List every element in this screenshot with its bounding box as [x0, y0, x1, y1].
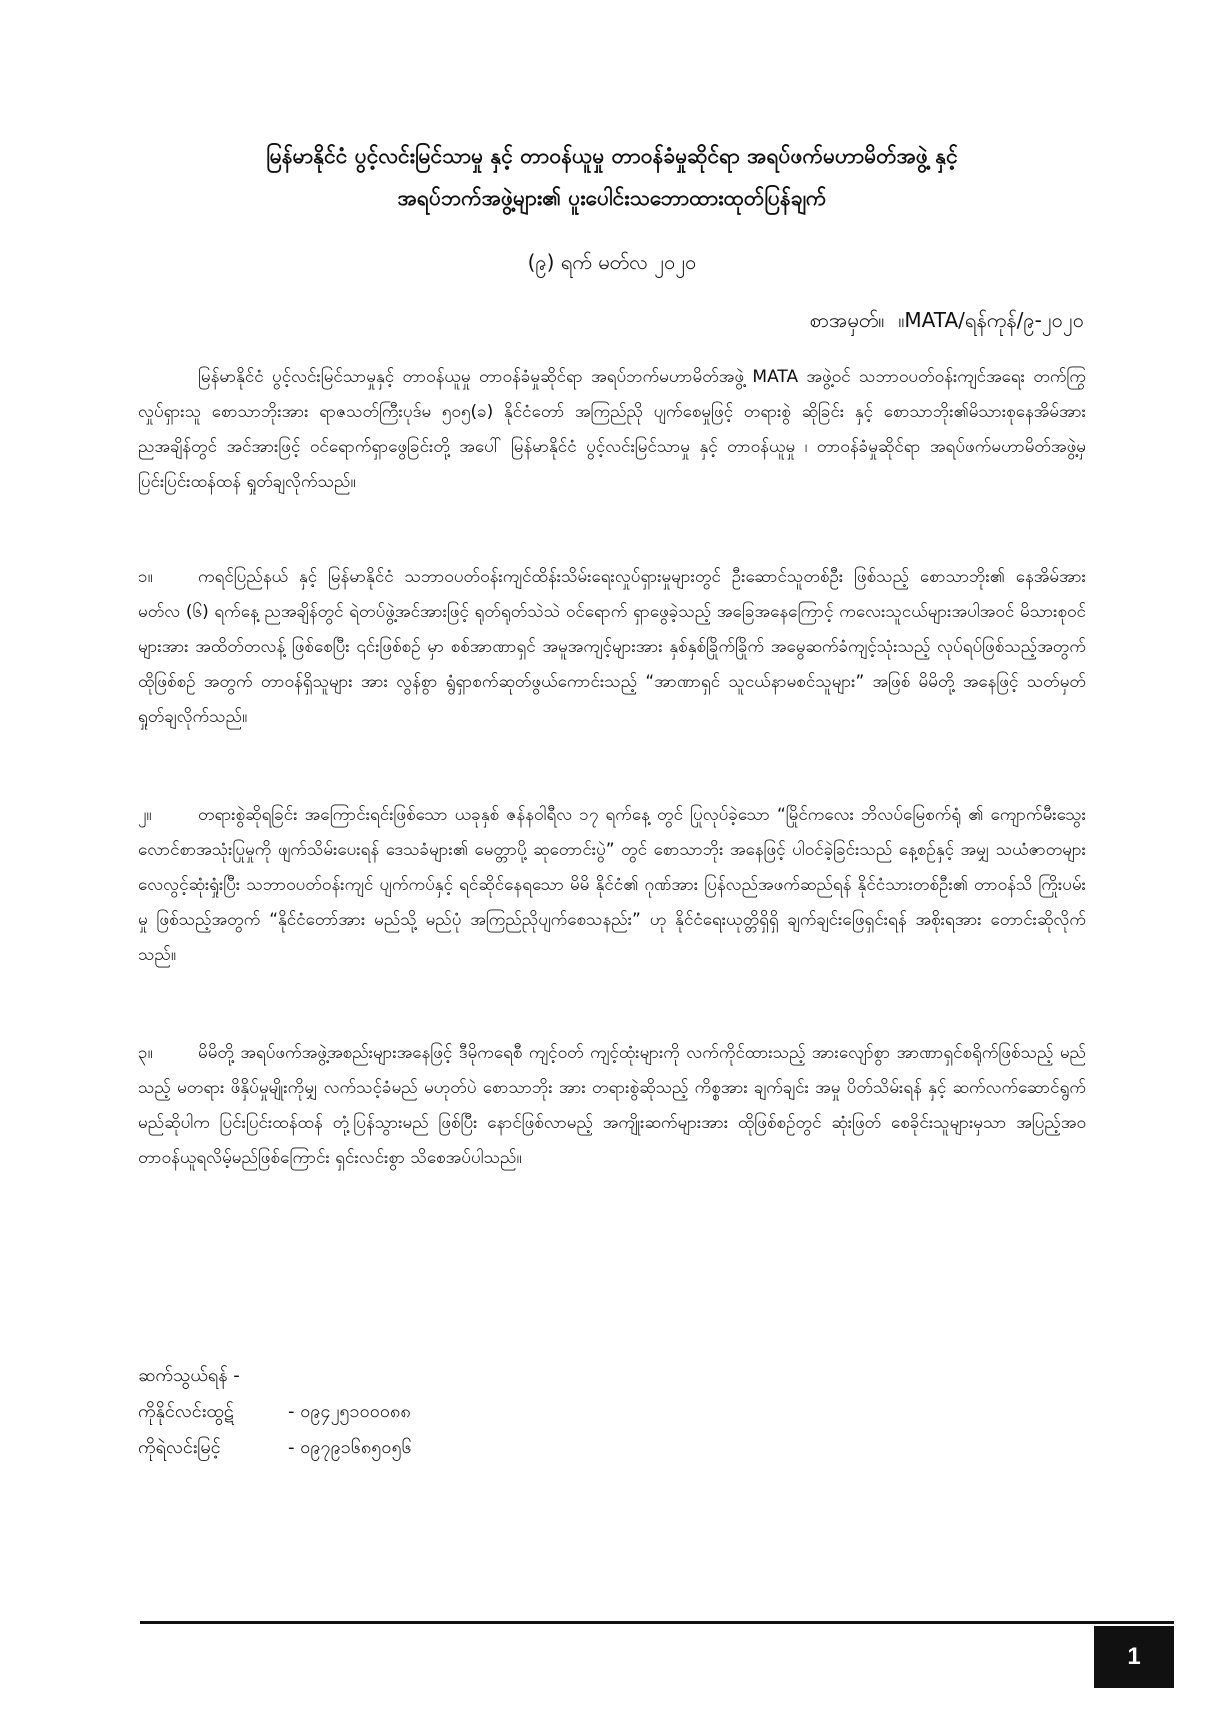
paragraph-3: [138, 1036, 1086, 1176]
document-title-line-1: မြန်မာနိုင်ငံ ပွင့်လင်းမြင်သာမှု နှင့် တာဝန်ယူမှု တာဝန်ခံမှုဆိုင်ရာ အရပ်ဖက်မဟာမိတ်အဖွဲ့ နှင့်: [266, 144, 958, 168]
contact-row: [138, 1394, 411, 1430]
contact-name: ကိုရဲလင်းမြင့်: [138, 1437, 221, 1458]
reference-label: စာအမှတ်။: [809, 308, 885, 332]
paragraph-1: [138, 560, 1086, 735]
contact-phone: - ၀၉၄၂၅၁၀၀၀၈၈: [288, 1401, 411, 1422]
paragraph-2-number: ၂။: [138, 805, 152, 825]
page-number: 1: [1094, 1626, 1174, 1688]
paragraph-2-text: တရားစွဲဆိုရခြင်း အကြောင်းရင်းဖြစ်သော ယခုနှစ် ဇန်နဝါရီလ ၁၇ ရက်နေ့ တွင် ပြုလုပ်ခဲ့သော “မြိုင်ကလေး ဘိလပ်မြေစက်ရုံ ၏ ကျောက်မီးသွေး လောင်စာအသုံးပြုမှုကို ဖျက်သိမ်းပေးရန် ဒေသခံများ၏ မေတ္တာပို့ ဆုတောင်းပွဲ” တွင် စောသာဘိုး အနေဖြင့် ပါဝင်ခဲ့ခြင်းသည် နေ့စဉ်နှင့် အမျှ သယံဇာတများ လေလွင့်ဆုံးရှုံးပြီး သဘာဝပတ်ဝန်းကျင် ပျက်ကပ်နှင့် ရင်ဆိုင်နေရသော မိမိ နိုင်ငံ၏ ဂုဏ်အား ပြန်လည်အဖက်ဆည်ရန် နိုင်ငံသားတစ်ဦး၏ တာဝန်သိ ကြိုးပမ်းမှု ဖြစ်သည့်အတွက် “နိုင်ငံတော်အား မည်သို့ မည်ပုံ အကြည်ညိုပျက်စေသနည်း” ဟု နိုင်ငံရေးယုတ္တိရှိရှိ ချက်ချင်းဖြေရှင်းရန် အစိုးရအား တောင်းဆိုလိုက်သည်။: [138, 805, 1086, 965]
footer-divider: [140, 1621, 1174, 1624]
contact-heading: ဆက်သွယ်ရန် -: [138, 1365, 240, 1386]
paragraph-3-number: ၃။: [138, 1043, 153, 1063]
contact-phone: - ၀၉၇၉၁၆၈၅၀၅၆: [288, 1437, 412, 1458]
reference-value: ။MATA/ရန်ကုန်/၉-၂၀၂၀: [898, 308, 1084, 332]
contact-row: [138, 1430, 412, 1466]
intro-paragraph: မြန်မာနိုင်ငံ ပွင့်လင်းမြင်သာမှုနှင့် တာဝန်ယူမှု တာဝန်ခံမှုဆိုင်ရာ အရပ်ဘက်မဟာမိတ်အဖွဲ့ MATA အဖွဲ့ဝင် သဘာဝပတ်ဝန်းကျင်အရေး တက်ကြွလှုပ်ရှားသူ စောသာဘိုးအား ရာဇသတ်ကြီးပုဒ်မ ၅၀၅(ခ) နိုင်ငံတော် အကြည်ညို ပျက်စေမှုဖြင့် တရားစွဲ ဆိုခြင်း နှင့် စောသာဘိုး၏မိသားစုနေအိမ်အား ညအချိန်တွင် အင်အားဖြင့် ဝင်ရောက်ရှာဖွေခြင်းတို့ အပေါ် မြန်မာနိုင်ငံ ပွင့်လင်းမြင်သာမှု နှင့် တာဝန်ယူမှု ၊ တာဝန်ခံမှုဆိုင်ရာ အရပ်ဖက်မဟာမိတ်အဖွဲ့မှ ပြင်းပြင်းထန်ထန် ရှုတ်ချလိုက်သည်။: [138, 367, 1086, 492]
document-title-line-2: အရပ်ဘက်အဖွဲ့များ၏ ပူးပေါင်းသဘောထားထုတ်ပြန်ချက်: [397, 186, 827, 210]
contact-name: ကိုနိုင်လင်းထွဋ်: [138, 1401, 234, 1422]
paragraph-1-number: ၁။: [138, 567, 153, 587]
document-date: (၉) ရက် မတ်လ ၂၀၂၀: [527, 250, 697, 274]
reference-number: [796, 302, 1084, 338]
paragraph-1-text: ကရင်ပြည်နယ် နှင့် မြန်မာနိုင်ငံ သဘာဝပတ်ဝန်းကျင်ထိန်းသိမ်းရေးလှုပ်ရှားမှုများတွင် ဦးဆောင်သူတစ်ဦး ဖြစ်သည့် စောသာဘိုး၏ နေအိမ်အား မတ်လ (၆) ရက်နေ့ ညအချိန်တွင် ရဲတပ်ဖွဲ့အင်အားဖြင့် ရုတ်ရုတ်သဲသဲ ဝင်ရောက် ရှာဖွေခဲ့သည့် အခြေအနေကြောင့် ကလေးသူငယ်များအပါအဝင် မိသားစုဝင်များအား အထိတ်တလန့် ဖြစ်စေပြီး ၎င်းဖြစ်စဉ် မှာ စစ်အာဏာရှင် အမူအကျင့်များအား နှစ်နှစ်ခြိုက်ခြိုက် အမွေဆက်ခံကျင့်သုံးသည့် လုပ်ရပ်ဖြစ်သည့်အတွက် ထိုဖြစ်စဉ် အတွက် တာဝန်ရှိသူများ အား လွန်စွာ ရွံရှာစက်ဆုတ်ဖွယ်ကောင်းသည့် “အာဏာရှင် သူငယ်နာမစင်သူများ” အဖြစ် မိမိတို့ အနေဖြင့် သတ်မှတ် ရှုတ်ချလိုက်သည်။: [138, 567, 1086, 727]
paragraph-2: [138, 798, 1086, 973]
paragraph-3-text: မိမိတို့ အရပ်ဖက်အဖွဲ့အစည်းများအနေဖြင့် ဒီမိုကရေစီ ကျင့်ဝတ် ကျင့်ထုံးများကို လက်ကိုင်ထားသည့် အားလျော်စွာ အာဏာရှင်စရိုက်ဖြစ်သည့် မည်သည့် မတရား ဖိနှိပ်မှုမျိုးကိုမျှ လက်သင့်ခံမည် မဟုတ်ပဲ စောသာဘိုး အား တရားစွဲဆိုသည့် ကိစ္စအား ချက်ချင်း အမှု ပိတ်သိမ်းရန် နှင့် ဆက်လက်ဆောင်ရွက်မည်ဆိုပါက ပြင်းပြင်းထန်ထန် တုံ့ပြန်သွားမည် ဖြစ်ပြီး နောင်ဖြစ်လာမည့် အကျိုးဆက်များအား ထိုဖြစ်စဉ်တွင် ဆုံးဖြတ် စေခိုင်းသူများမှသာ အပြည့်အဝ တာဝန်ယူရလိမ့်မည်ဖြစ်ကြောင်း ရှင်းလင်းစွာ သိစေအပ်ပါသည်။: [138, 1043, 1086, 1168]
